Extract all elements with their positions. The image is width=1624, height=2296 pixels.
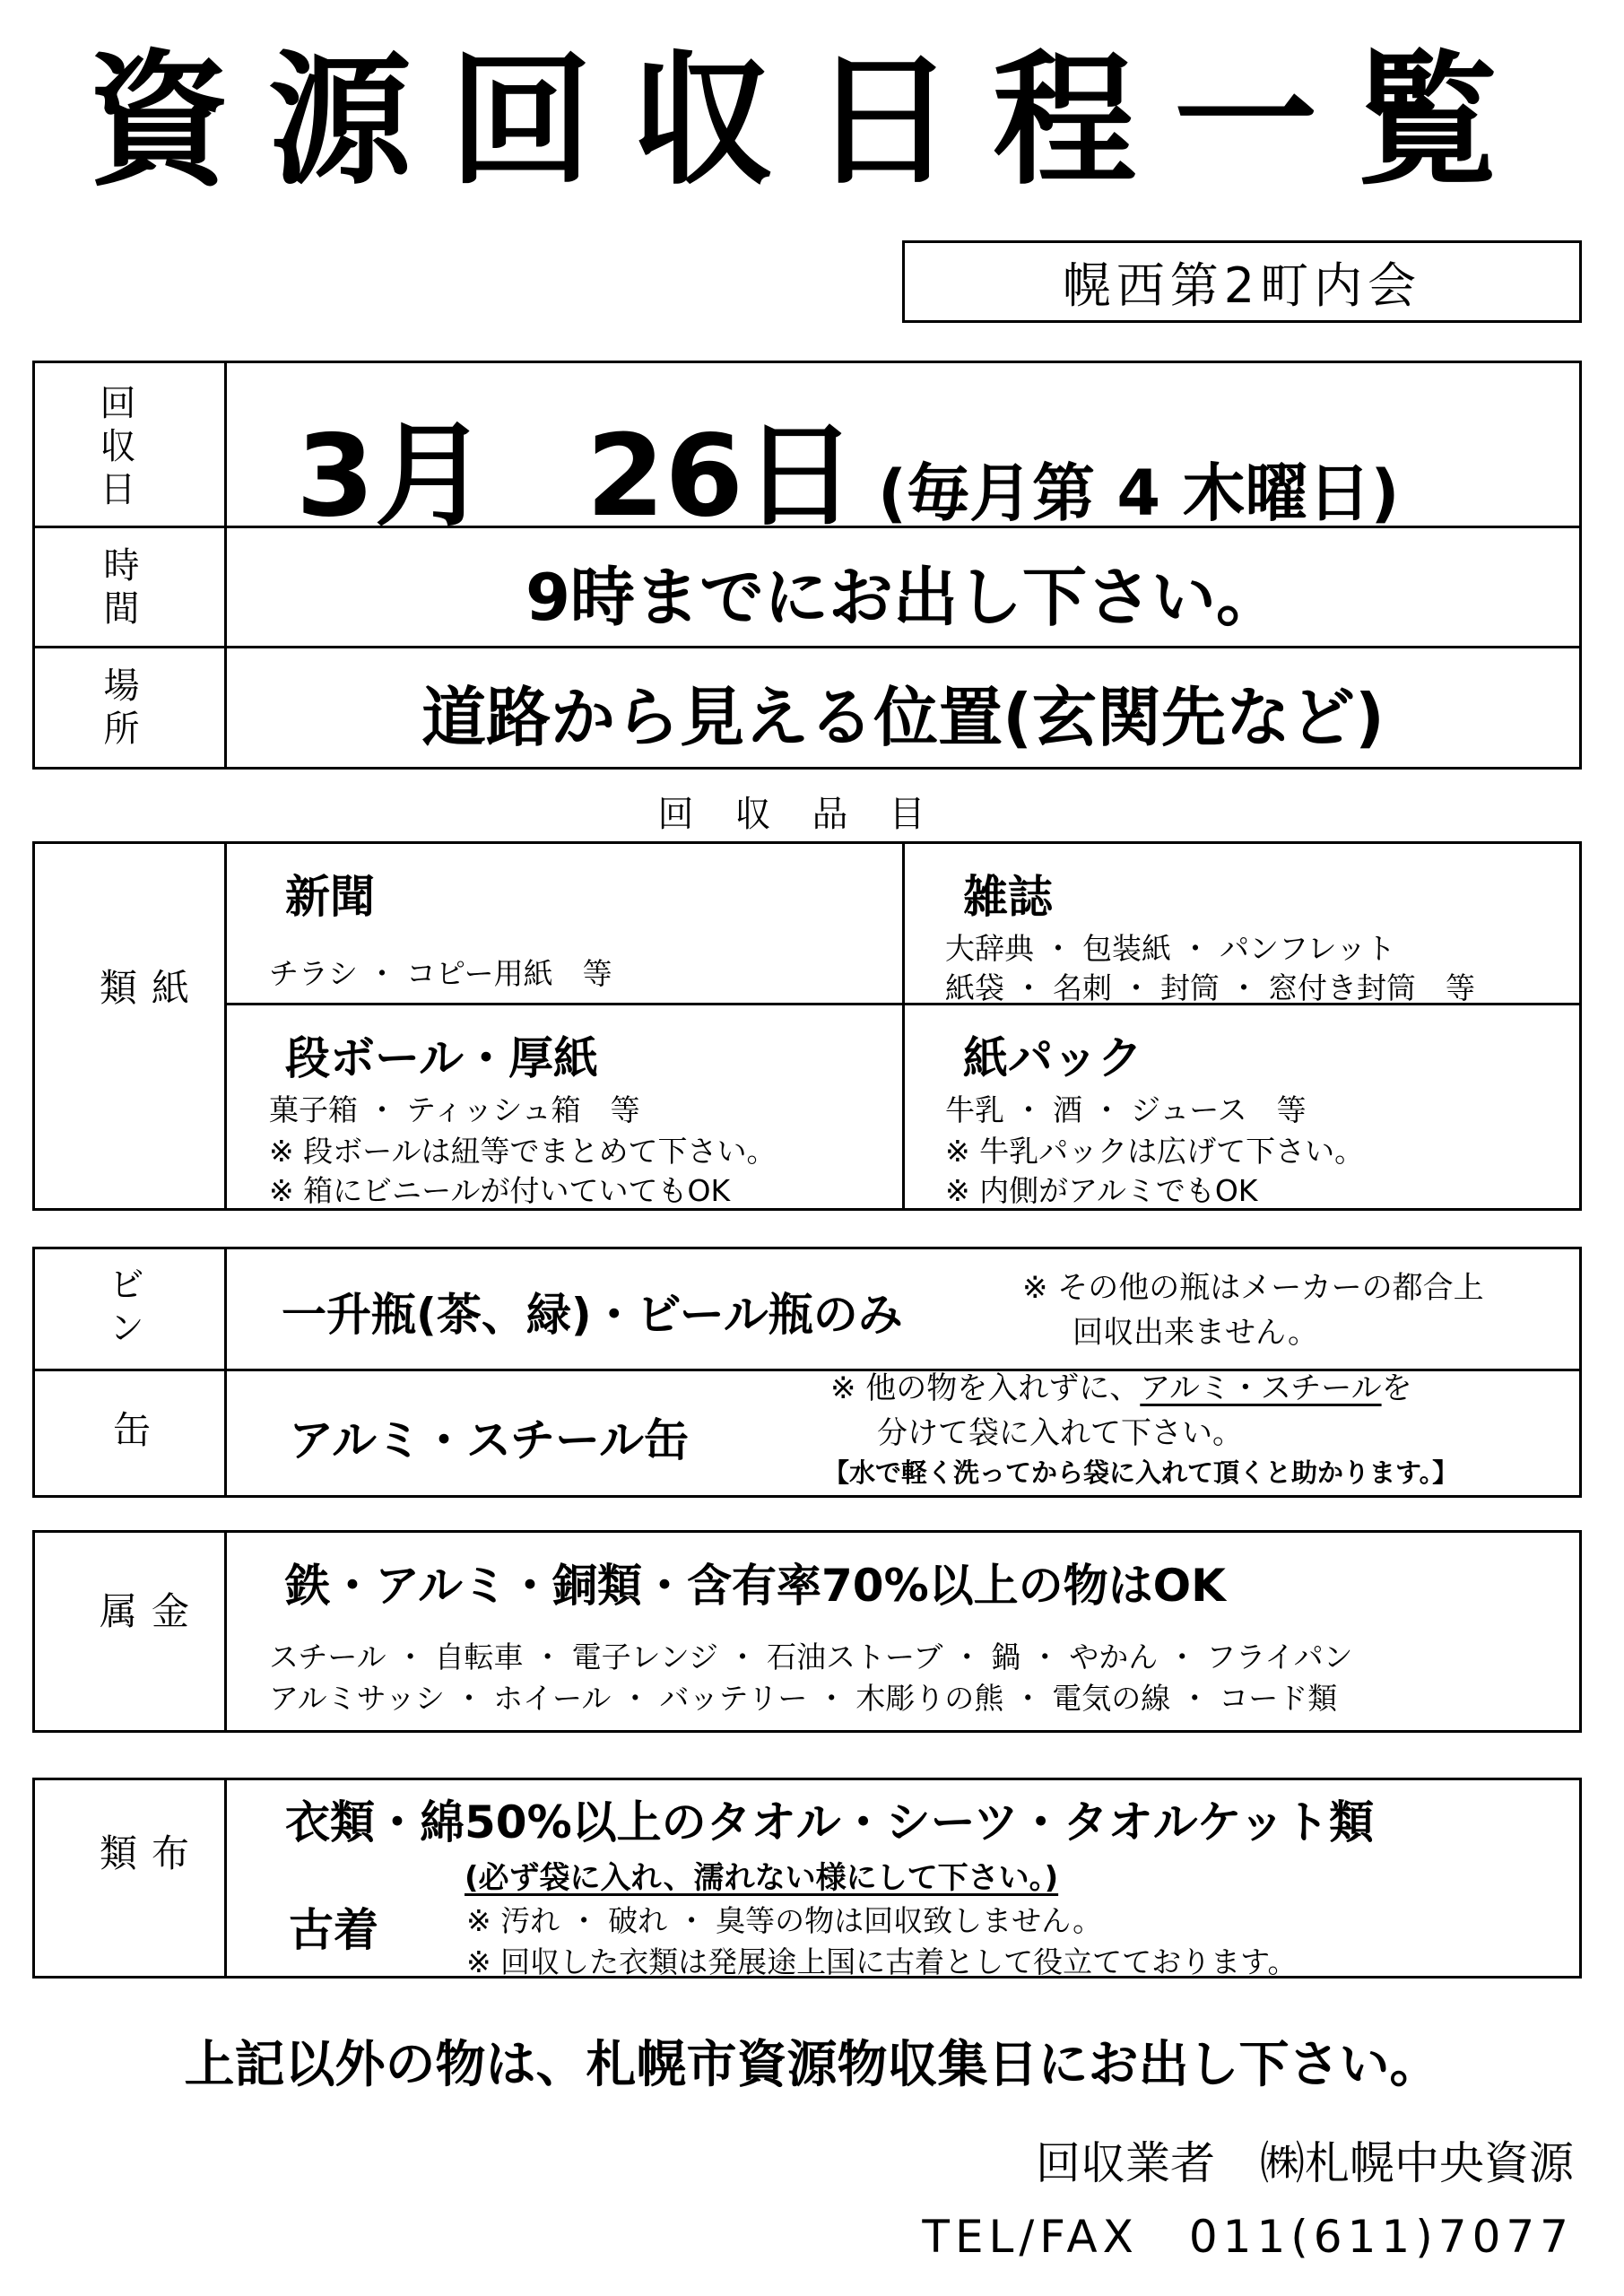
collector-name: 回収業者 ㈱札幌中央資源 [1036,2137,1574,2189]
time-text: 9時までにお出し下さい。 [525,560,1281,635]
schedule-row-divider [32,646,1582,648]
cans-note-1-post: を [1381,1370,1412,1406]
time-label: 時間 [98,546,139,632]
carton-title: 紙パック [963,1032,1142,1084]
footer-notice: 上記以外の物は、札幌市資源物収集日にお出し下さい。 [184,2036,1440,2094]
cans-note-1-pre: ※ 他の物を入れずに、 [830,1370,1141,1406]
collection-date [296,386,1399,548]
items-heading: 回収品目 [657,794,967,835]
cans-note-1-underlined: アルミ・スチール [1140,1370,1382,1406]
cloth-divider [224,1778,227,1979]
cloth-note: (必ず袋に入れ、濡れない様にして下さい。) [465,1860,1059,1896]
metal-desc-1: スチール ・ 自転車 ・ 電子レンジ ・ 石油ストーブ ・ 鍋 ・ やかん ・ フライパン [269,1639,1353,1674]
cans-note-3: 【水で軽く洗ってから袋に入れて頂くと助かります。】 [823,1457,1459,1488]
cans-note-2: 分けて袋に入れて下さい。 [877,1415,1243,1451]
newspaper-desc: チラシ ・ コピー用紙 等 [269,956,612,991]
metal-divider [224,1530,227,1733]
place-text: 道路から見える位置(玄関先など) [421,680,1385,755]
cloth-subtitle: 古着 [289,1904,378,1956]
magazine-desc-1: 大辞典 ・ 包装紙 ・ パンフレット [945,931,1396,966]
page-title: 資源回収日程一覧 [86,37,1536,204]
bottles-text: 一升瓶(茶、緑)・ビール瓶のみ [282,1289,903,1341]
cans-label: 缶 [112,1408,151,1452]
carton-desc-1: 牛乳 ・ 酒 ・ ジュース 等 [945,1092,1307,1127]
newspaper-title: 新聞 [285,871,375,923]
date-day: 26日 [586,410,857,542]
date-label: 回収日 [94,384,135,513]
cans-note-1 [830,1363,1412,1407]
metal-desc-2: アルミサッシ ・ ホイール ・ バッテリー ・ 木彫りの熊 ・ 電気の線 ・ コード類 [269,1681,1338,1716]
cardboard-desc-3: ※ 箱にビニールが付いていてもOK [269,1173,731,1208]
carton-desc-2: ※ 牛乳パックは広げて下さい。 [945,1134,1365,1169]
magazine-title: 雑誌 [963,871,1053,923]
date-month: 3月 [296,410,488,542]
cloth-label-text: 布類 [94,1833,190,1925]
carton-desc-3: ※ 内側がアルミでもOK [945,1173,1258,1208]
cardboard-desc-1: 菓子箱 ・ ティッシュ箱 等 [269,1092,640,1127]
place-label: 場所 [98,666,139,752]
date-note: (毎月第 4 木曜日) [878,457,1400,530]
bottles-note-2: 回収出来ません。 [1073,1315,1319,1351]
cloth-desc-1: ※ 汚れ ・ 破れ ・ 臭等の物は回収致しません。 [466,1903,1103,1938]
cloth-title: 衣類・綿50%以上のタオル・シーツ・タオルケット類 [285,1796,1375,1848]
paper-divider [224,841,227,1211]
association-name: 幌西第2町内会 [1062,257,1422,314]
bottles-note-1: ※ その他の瓶はメーカーの都合上 [1022,1270,1484,1306]
contact-number: TEL/FAX 011(611)7077 [922,2211,1574,2263]
metal-label-text: 金属 [94,1591,190,1683]
association-box [902,240,1582,323]
magazine-desc-2: 紙袋 ・ 名刺 ・ 封筒 ・ 窓付き封筒 等 [945,970,1475,1005]
cloth-desc-2: ※ 回収した衣類は発展途上国に古着として役立てております。 [466,1944,1298,1979]
cardboard-title: 段ボール・厚紙 [285,1032,598,1084]
paper-label [90,924,190,1161]
cans-text: アルミ・スチール缶 [289,1414,689,1466]
cloth-label [90,1803,190,1969]
metal-title: 鉄・アルミ・銅類・含有率70%以上の物はOK [285,1560,1226,1612]
bottles-label: ビン [103,1265,144,1352]
metal-label [90,1561,190,1726]
paper-label-text: 紙類 [94,968,190,1104]
paper-divider [902,841,905,1211]
cardboard-desc-2: ※ 段ボールは紐等でまとめて下さい。 [269,1134,777,1169]
bottles-cans-divider [224,1247,227,1498]
